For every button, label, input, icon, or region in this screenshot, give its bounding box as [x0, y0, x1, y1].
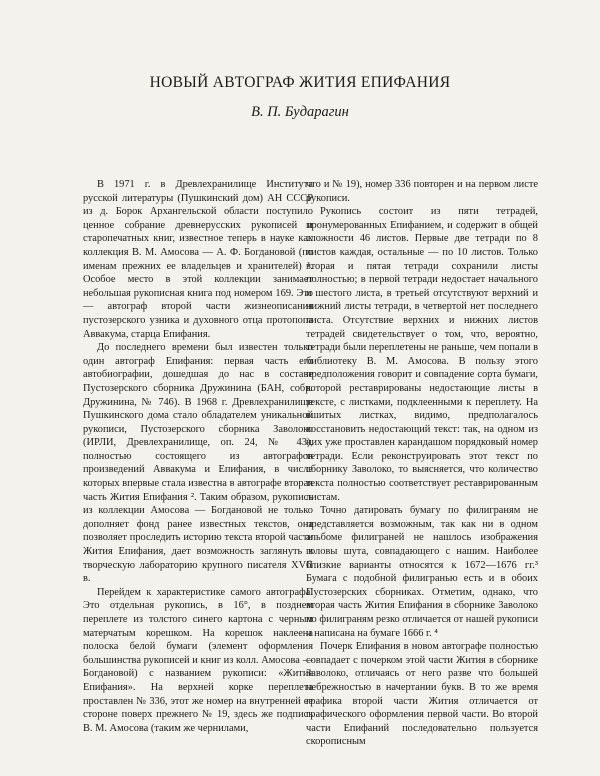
left-text-column	[83, 178, 313, 735]
paragraph: В 1971 г. в Древлехранилище Института русской литературы (Пушкинский дом) АН СССР из д. Борок Архангельской области поступило ценное собрание древнерусских рукописей и старопечатных книг, известное теперь в науке как коллекция В. М. Амосова — А. Ф. Богдановой (по именам прежних ее владельцев и хранителей) ¹. Особое место в этой коллекции занимает небольшая рукописная книга под номером 169. Это — автограф второй части жизнеописания пустозерского узника и духовного отца протопопа Аввакума, старца Епифания.	[83, 179, 313, 340]
article-author: В. П. Бударагин	[251, 104, 349, 120]
right-text-column	[306, 178, 538, 749]
paragraph: Точно датировать бумагу по филиграням не представляется возможным, так как ни в одном альбоме филиграней не нашлось изображения головы шута, совпадающего с нашим. Наиболее близкие варианты относятся к 1672—1676 гг.³ Бумага с подобной филигранью есть и в обоих Пустозерских сборниках. Отметим, однако, что вторая часть Жития Епифания в сборнике Заволоко по филиграням резко отличается от нашей рукописи и написана на бумаге 1666 г. ⁴	[306, 505, 538, 639]
paragraph: Почерк Епифания в новом автографе полностью совпадает с почерком этой части Жития в сборнике Заволоко, отличаясь от него разве что большей небрежностью в начертании букв. В то же время графика второй части Жития отличается от графического оформления первой части. Во второй части Епифаний последовательно пользуется скорописным	[306, 641, 538, 748]
article-title: НОВЫЙ АВТОГРАФ ЖИТИЯ ЕПИФАНИЯ	[149, 74, 451, 91]
paragraph: До последнего времени был известен только один автограф Епифания: первая часть его автобиографии, дошедшая до нас в составе Пустозерского сборника Дружинина (БАН, собр. Дружинина, № 746). В 1968 г. Древлехранилище Пушкинского дома стало обладателем уникальной рукописи, Пустозерского сборника Заволоко (ИРЛИ, Древлехранилище, оп. 24, № 43), полностью состоящего из автографов произведений Аввакума и Епифания, в числе которых впервые стала известна в автографе вторая часть Жития Епифания ². Таким образом, рукопись из коллекции Амосова — Богдановой не только дополняет фонд ранее известных текстов, она позволяет проследить историю текста второй части Жития Епифания, дает возможность заглянуть в творческую лабораторию крупного писателя XVII в.	[83, 342, 313, 585]
paragraph-continued: что и № 19), номер 336 повторен и на первом листе рукописи.	[306, 179, 538, 204]
paragraph: Перейдем к характеристике самого автографа. Это отдельная рукопись, в 16°, в позднем переплете из толстого синего картона с черным матерчатым корешком. На корешок наклеена полоска белой бумаги (элемент оформления большинства рукописей и книг из колл. Амосова — Богдановой) с названием рукописи: «Житие Епифания». На верхней корке переплета проставлен № 336, этот же номер на внутренней ее стороне поверх прежнего № 19, здесь же подпись В. М. Амосова (таким же чернилами,	[83, 586, 313, 734]
paragraph: Рукопись состоит из пяти тетрадей, пронумерованных Епифанием, и содержит в общей сложности 46 листов. Первые две тетради по 8 листов каждая, остальные — по 10 листов. Только вторая и пятая тетради сохранили листы полностью; в первой тетради недостает начального и шестого листа, в третьей отсутствуют верхний и нижний листы тетради, в четвертой нет последнего листа. Отсутствие верхних и нижних листов тетрадей свидетельствует о том, что, вероятно, тетради были переплетены не раньше, чем попали в библиотеку В. М. Амосова. В пользу этого предположения говорит и совпадение сорта бумаги, которой реставрированы недостающие листы в тексте, с листками, подклеенными к переплету. На вшитых листках, видимо, предполагалось восстановить недостающий текст: так, на одном из них уже проставлен карандашом порядковый номер тетради. Если реконструировать этот текст по сборнику Заволоко, то выясняется, что количество текста полностью соответствует реставрированным листам.	[306, 206, 538, 503]
